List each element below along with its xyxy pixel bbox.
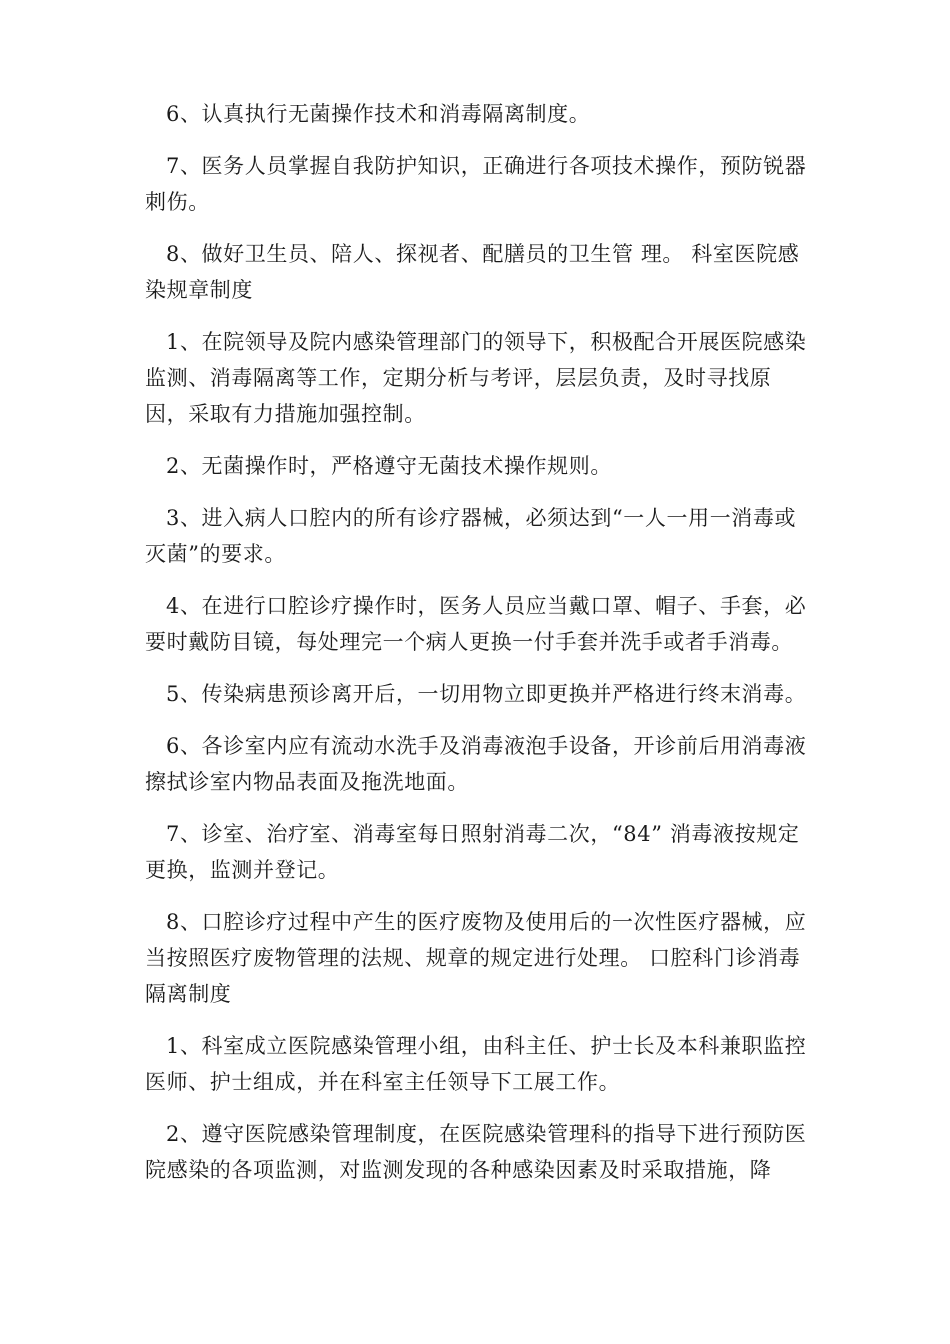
paragraph-1: 6、认真执行无菌操作技术和消毒隔离制度。 [166,102,591,126]
paragraph-13: 2、遵守医院感染管理制度，在医院感染管理科的指导下进行预防医院感染的各项监测，对监测发现的各种感染因素及时采取措施，降 [145,1122,807,1182]
paragraph-12: 1、科室成立医院感染管理小组，由科主任、护士长及本科兼职监控医师、护士组成，并在科室主任领导下工展工作。 [145,1034,807,1094]
paragraph-3: 8、做好卫生员、陪人、探视者、配膳员的卫生管 理。 科室医院感染规章制度 [145,242,800,302]
paragraph-10: 7、诊室、治疗室、消毒室每日照射消毒二次，“84” 消毒液按规定更换，监测并登记。 [145,822,800,882]
paragraph-6: 3、进入病人口腔内的所有诊疗器械，必须达到“一人一用一消毒或灭菌”的要求。 [145,506,797,566]
document-body [145,96,807,1204]
paragraph-8: 5、传染病患预诊离开后，一切用物立即更换并严格进行终末消毒。 [166,682,807,706]
paragraph-4: 1、在院领导及院内感染管理部门的领导下，积极配合开展医院感染监测、消毒隔离等工作，定期分析与考评，层层负责，及时寻找原因，采取有力措施加强控制。 [145,330,807,426]
paragraph-7: 4、在进行口腔诊疗操作时，医务人员应当戴口罩、帽子、手套，必要时戴防目镜，每处理完一个病人更换一付手套并洗手或者手消毒。 [145,594,807,654]
paragraph-2: 7、医务人员掌握自我防护知识，正确进行各项技术操作，预防锐器刺伤。 [145,154,807,214]
paragraph-9: 6、各诊室内应有流动水洗手及消毒液泡手设备，开诊前后用消毒液擦拭诊室内物品表面及拖洗地面。 [145,734,807,794]
paragraph-5: 2、无菌操作时，严格遵守无菌技术操作规则。 [166,454,612,478]
paragraph-11: 8、口腔诊疗过程中产生的医疗废物及使用后的一次性医疗器械，应当按照医疗废物管理的法规、规章的规定进行处理。 口腔科门诊消毒隔离制度 [145,910,807,1006]
